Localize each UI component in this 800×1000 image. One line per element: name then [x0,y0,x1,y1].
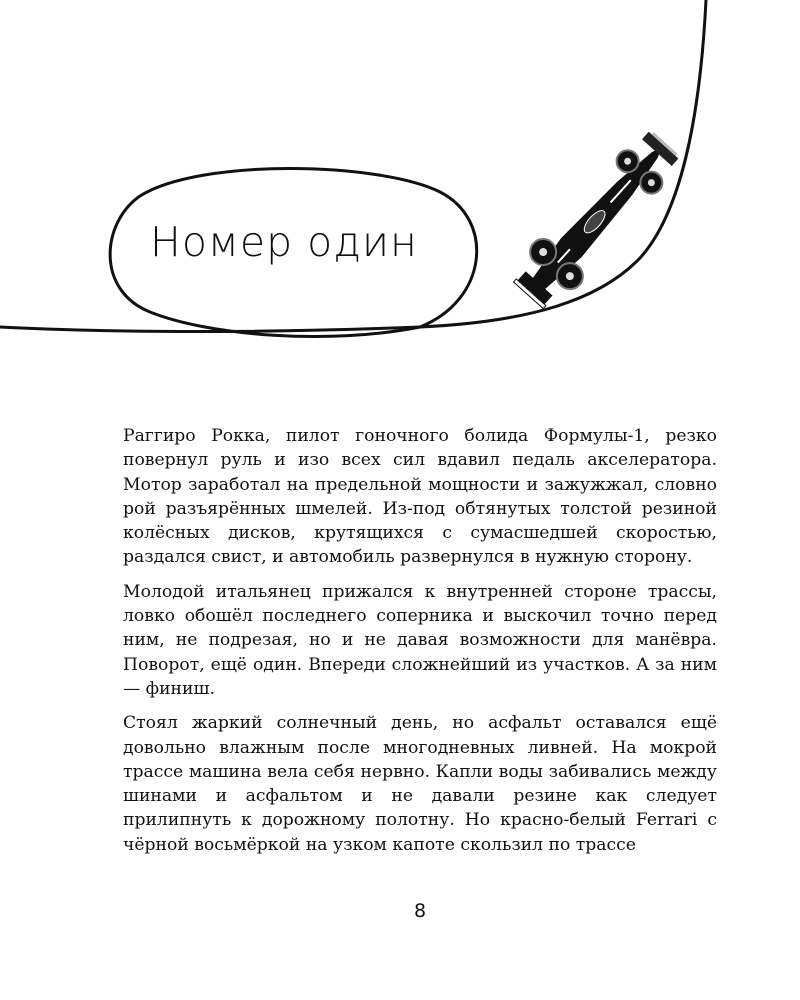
chapter-title: Номер один [150,218,418,266]
race-track-loop-icon [0,0,706,332]
paragraph: Стоял жаркий солнечный день, но асфальт оставался ещё довольно влажным после многодневных ливней. На мокрой трассе машина вела себя нервно. Капли воды забивались между шинами и асфальтом и не давали резине как следует прилипнуть к дорожному полотну. Но красно-белый Ferrari с чёрной восьмёркой на узком капоте скользил по трассе [123,713,717,855]
track-illustration [0,0,800,400]
formula-1-car-icon [505,122,688,316]
paragraph: Раггиро Рокка, пилот гоночного болида Формулы-1, резко повернул руль и изо всех сил вдавил педаль акселератора. Мотор заработал на предельной мощности и зажужжал, словно рой разъярённых шмелей. Из-под обтянутых толстой резиной колёсных дисков, крутящихся с сумасшедшей скоростью, раздался свист, и автомобиль развернулся в нужную сторону. [123,426,717,568]
body-text [123,424,717,867]
page-number: 8 [413,900,427,922]
paragraph: Молодой итальянец прижался к внутренней стороне трассы, ловко обошёл последнего соперника и выскочил точно перед ним, не подрезая, но и не давая возможности для манёвра. Поворот, ещё один. Впереди сложнейший из участков. А за ним — финиш. [123,581,717,699]
